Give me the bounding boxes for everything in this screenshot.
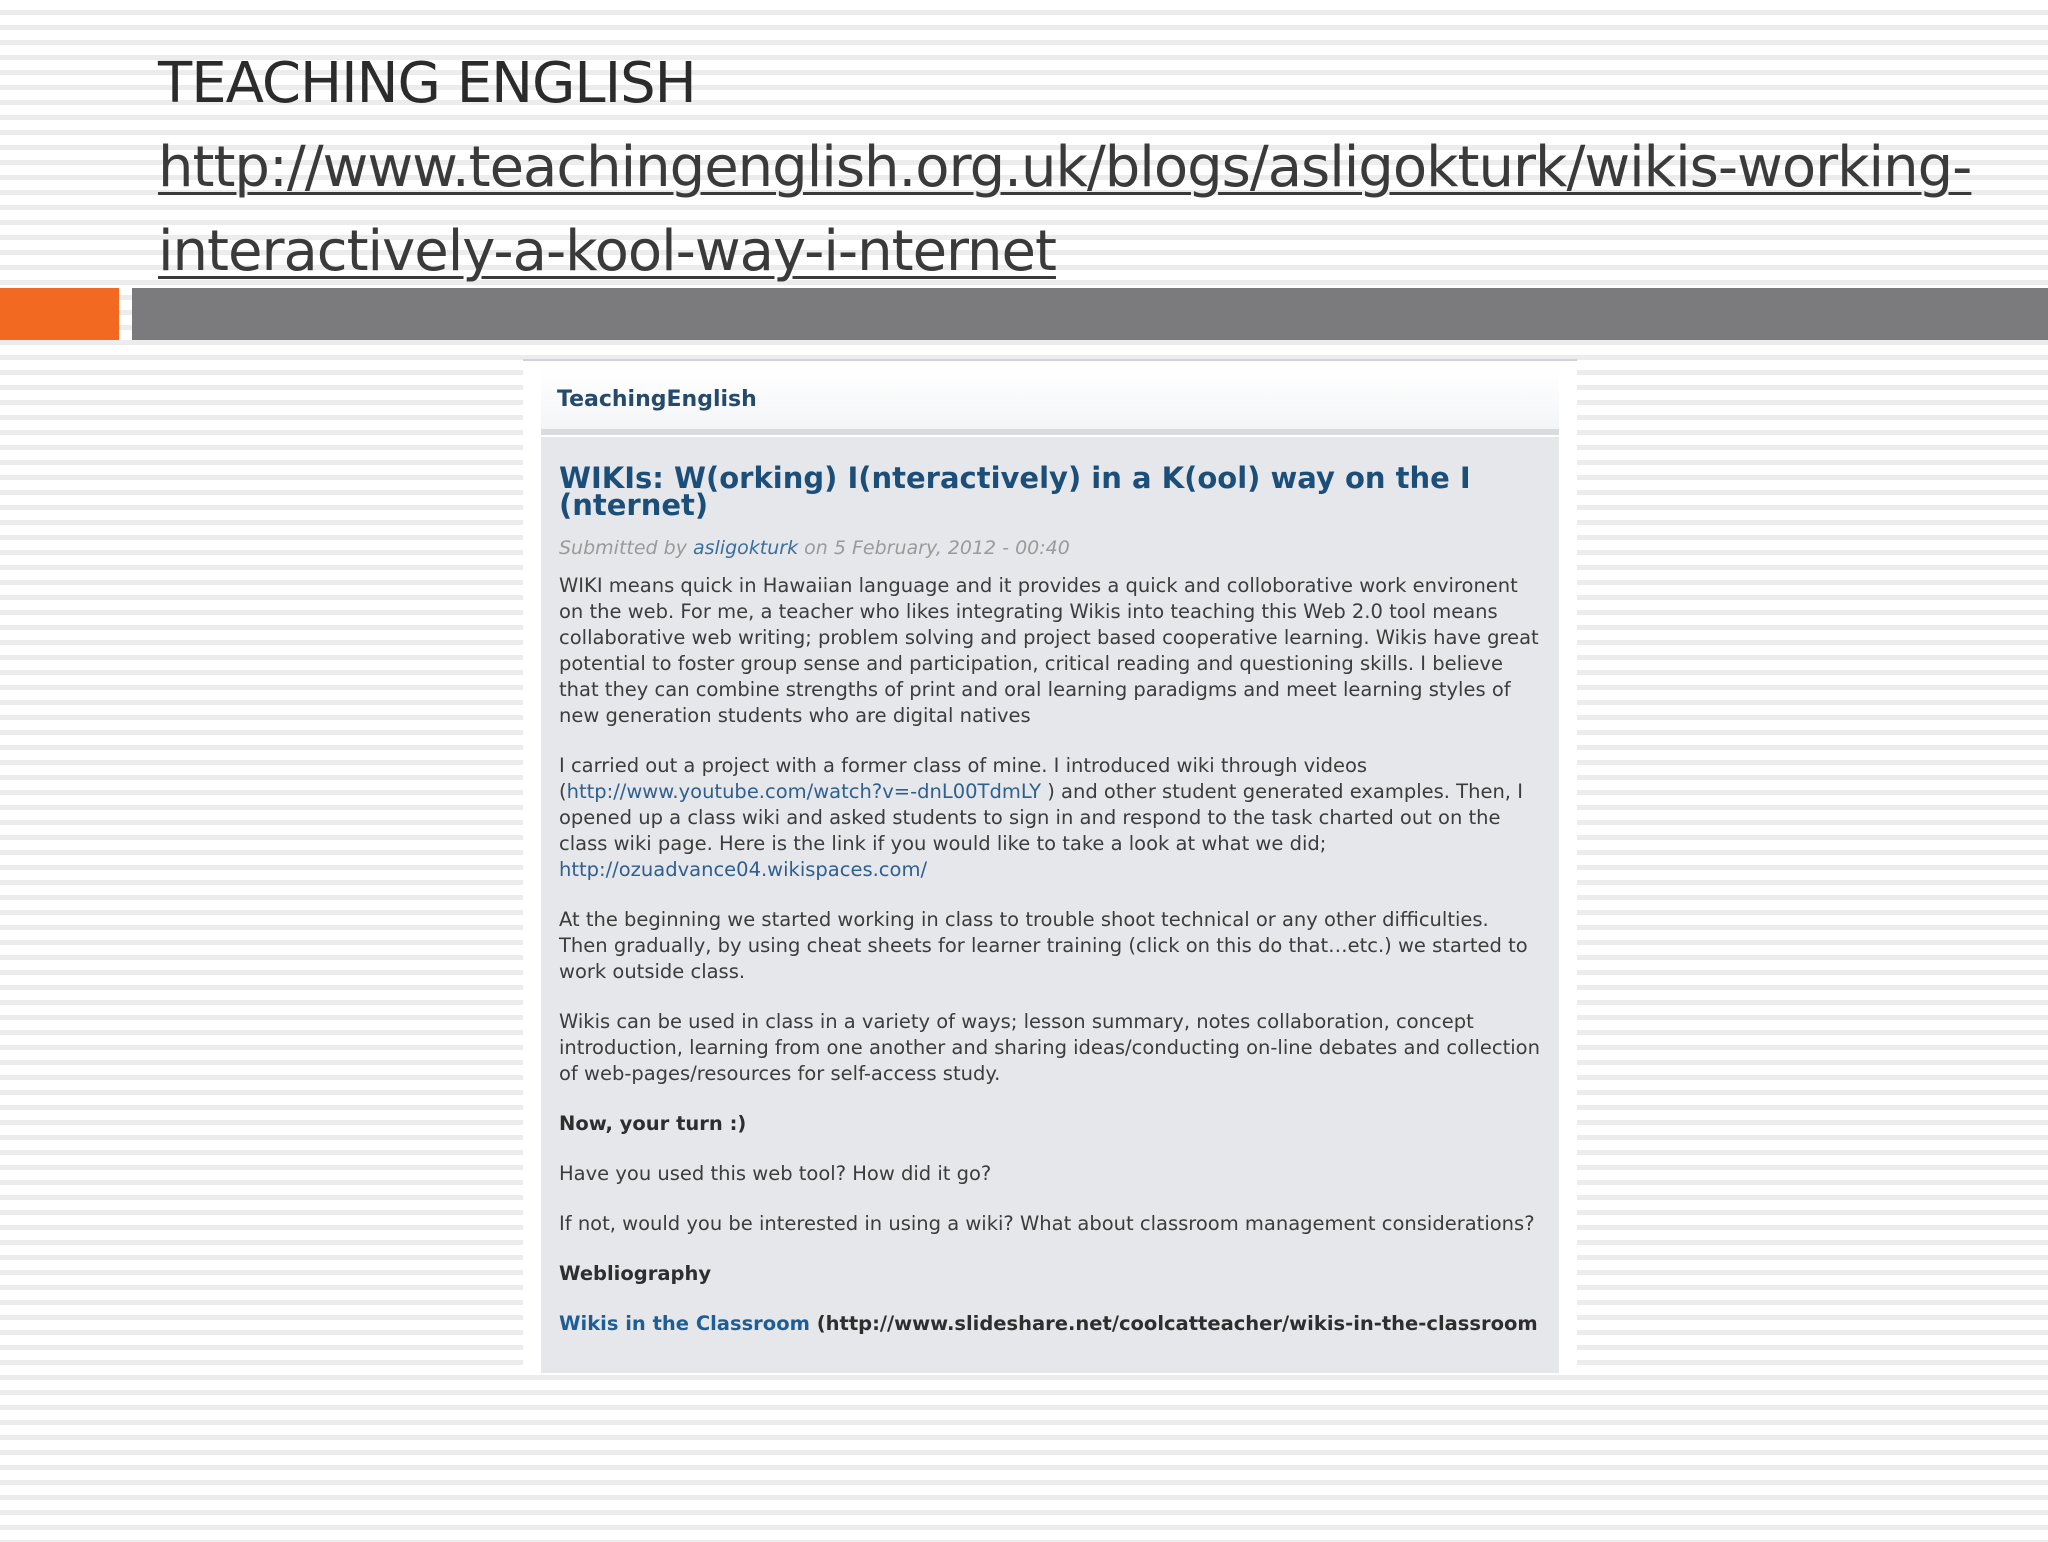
meta-date: on 5 February, 2012 - 00:40 (798, 537, 1070, 559)
webliography-item (559, 1311, 1543, 1337)
wikis-classroom-link[interactable]: Wikis in the Classroom (559, 1312, 810, 1335)
paragraph-project-text-a: I carried out a project with a former class of mine. I introduced wiki through videos ( (559, 754, 1368, 803)
question-used: Have you used this web tool? How did it go? (559, 1162, 992, 1185)
blog-screenshot (523, 359, 1577, 1371)
webliography-url: (http://www.slideshare.net/coolcatteacher/wikis-in-the-classroom (809, 1312, 1538, 1335)
paragraph-intro: WIKI means quick in Hawaiian language and it provides a quick and colloborative work environent on the web. For me, a teacher who likes integrating Wikis into teaching this Web 2.0 tool means collaborative web writing; problem solving and project based cooperative learning. Wikis have great potential to foster group sense and participation, critical reading and questioning skills. I believe that they can combine strengths of print and oral learning paradigms and meet learning styles of new generation students who are digital natives (559, 574, 1539, 727)
paragraph-beginning: At the beginning we started working in class to trouble shoot technical or any other difficulties. Then gradually, by using cheat sheets for learner training (click on this do that…etc.) we started to work outside class. (559, 908, 1528, 983)
paragraph-uses: Wikis can be used in class in a variety of ways; lesson summary, notes collaboration, concept introduction, learning from one another and sharing ideas/conducting on-line debates and collection of web-pages/resources for self-access study. (559, 1010, 1540, 1085)
post-body (541, 437, 1559, 1373)
webliography-heading: Webliography (559, 1262, 712, 1285)
question-interest: If not, would you be interested in using a wiki? What about classroom management considerations? (559, 1212, 1535, 1235)
wikispaces-link[interactable]: http://ozuadvance04.wikispaces.com/ (559, 858, 928, 881)
site-header (541, 367, 1559, 435)
youtube-link[interactable]: http://www.youtube.com/watch?v=-dnL00TdmLY (566, 780, 1041, 803)
accent-bar-orange (0, 288, 119, 340)
slide-heading: TEACHING ENGLISH (158, 51, 696, 116)
source-url-link[interactable]: http://www.teachingenglish.org.uk/blogs/asligokturk/wikis-working-interactively-a-kool-way-i-nternet (158, 135, 1972, 284)
post-meta (559, 537, 1543, 559)
slide-title (158, 42, 2018, 294)
paragraph-project (559, 753, 1543, 883)
meta-prefix: Submitted by (559, 537, 693, 559)
site-logo[interactable]: TeachingEnglish (557, 387, 757, 412)
your-turn-heading: Now, your turn :) (559, 1112, 747, 1135)
author-link[interactable]: asligokturk (692, 537, 799, 559)
paragraph-project-text-b: ) and other student generated examples. Then, I opened up a class wiki and asked students to sign in and respond to the task charted out on the class wiki page. Here is the link if you would like to take a look at what we did; (559, 780, 1523, 855)
accent-bar-gray (132, 288, 2048, 340)
post-title: WIKIs: W(orking) I(nteractively) in a K(ool) way on the I (nternet) (559, 461, 1471, 522)
post-content (559, 573, 1543, 1337)
